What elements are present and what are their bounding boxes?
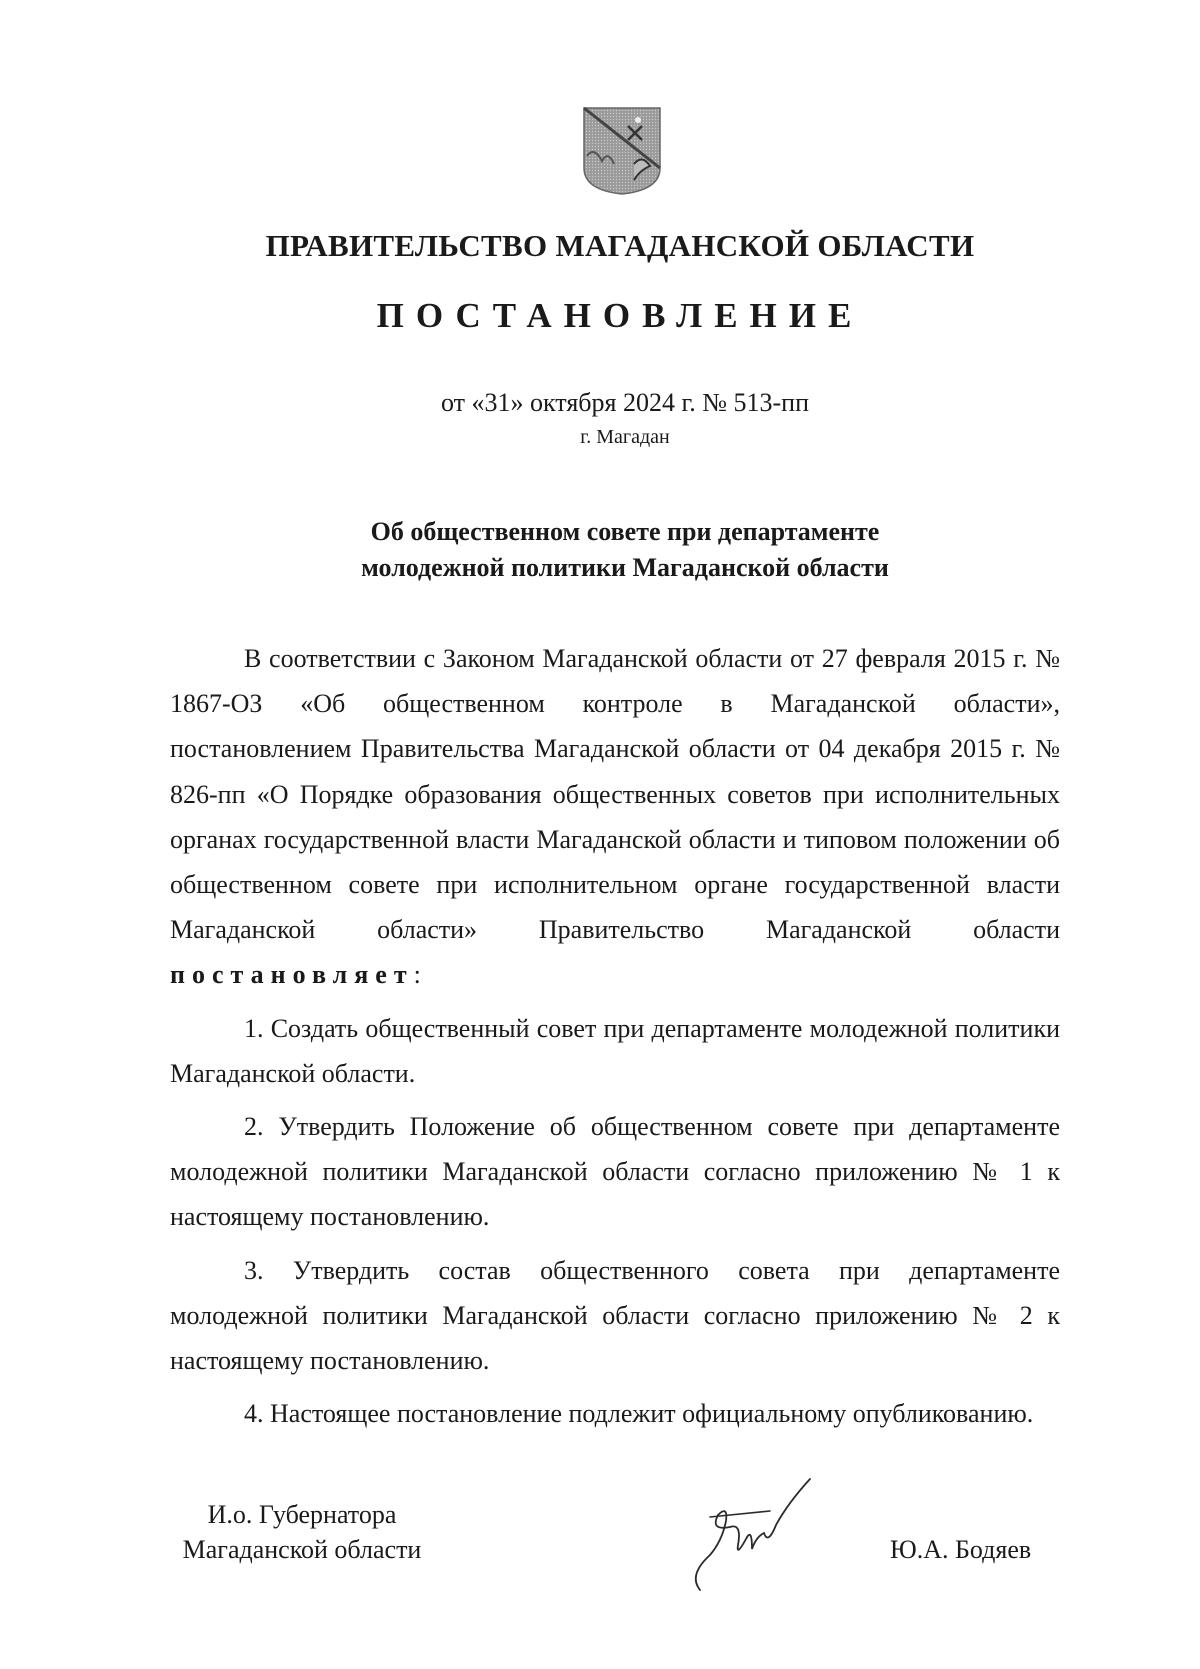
handwritten-signature-icon: [680, 1475, 830, 1595]
document-body: [170, 636, 1060, 1436]
item-3: 3. Утвердить состав общественного совета при департаменте молодежной политики Магаданской области согласно приложению № 2 к настоящему постановлению.: [170, 1255, 1060, 1376]
document-type: ПОСТАНОВЛЕНИЕ: [376, 296, 864, 335]
signatory-position-line-1: И.о. Губернатора: [207, 1500, 397, 1529]
item-2: 2. Утвердить Положение об общественном совете при департаменте молодежной политики Магаданской области согласно приложению № 1 к настоящему постановлению.: [170, 1112, 1060, 1232]
signatory-name: Ю.А. Бодяев: [890, 1535, 1032, 1564]
item-1: 1. Создать общественный совет при департаменте молодежной политики Магаданской области.: [170, 1013, 1060, 1088]
document-subject: [0, 514, 1200, 586]
subject-line-1: Об общественном совете при департаменте: [370, 517, 880, 546]
signatory-position: [172, 1497, 432, 1567]
government-title: ПРАВИТЕЛЬСТВО МАГАДАНСКОЙ ОБЛАСТИ: [265, 228, 975, 263]
item-4: 4. Настоящее постановление подлежит официальному опубликованию.: [244, 1399, 1034, 1429]
resolves-suffix: :: [413, 960, 421, 990]
document-date-number: от «31» октября 2024 г. № 513-пп: [441, 388, 809, 417]
subject-line-2: молодежной политики Магаданской области: [361, 553, 889, 582]
preamble-text: В соответствии с Законом Магаданской области от 27 февраля 2015 г. № 1867-ОЗ «Об общественном контроле в Магаданской области», постановлением Правительства Магаданской области от 04 декабря 2015 г. № 826-пп «О Порядке образования общественных советов при исполнительных органах государственной власти Магаданской области и типовом положении об общественном совете при исполнительном органе государственной власти Магаданской области» Правительство Магаданской области: [170, 644, 1060, 945]
coat-of-arms-icon: [582, 106, 662, 196]
resolves-word: постановляет: [170, 960, 414, 990]
signatory-position-line-2: Магаданской области: [182, 1535, 422, 1564]
document-city: г. Магадан: [580, 426, 670, 448]
preamble-paragraph: [170, 636, 1060, 998]
